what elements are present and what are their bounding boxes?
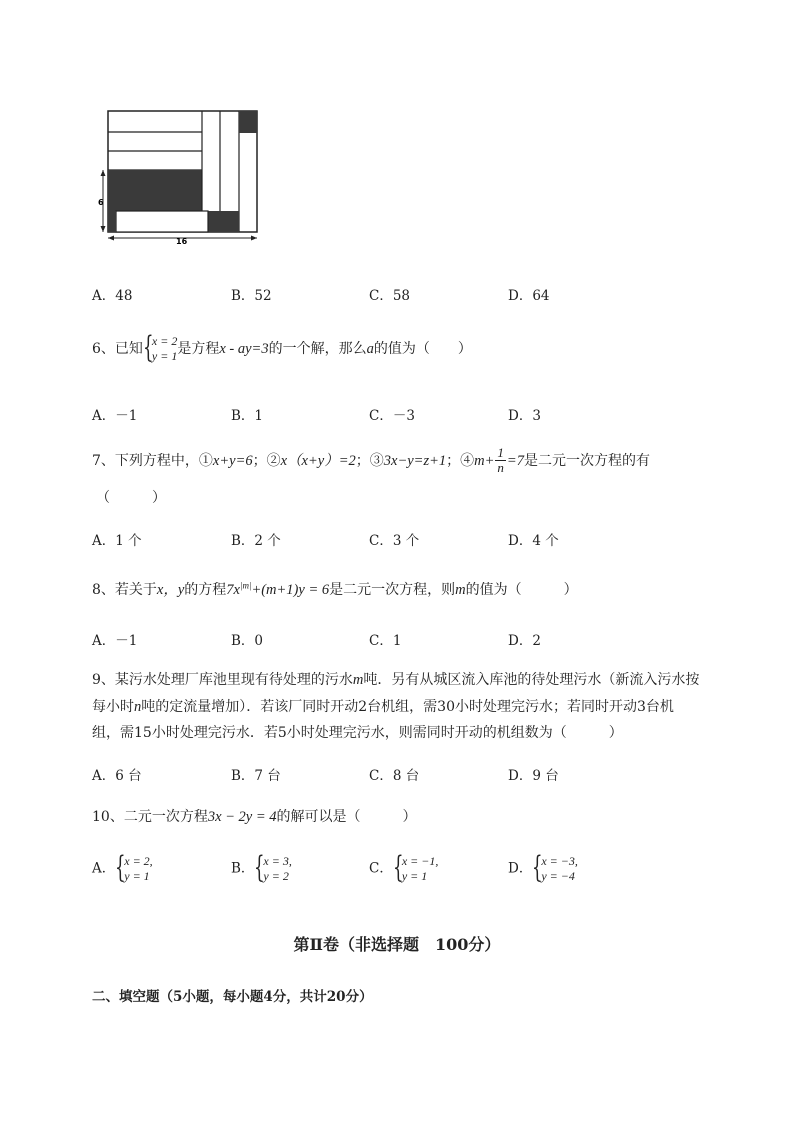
q7-fraction: $\frac{1}{n}$ (497, 445, 504, 476)
q8-stem: 8、若关于x，y的方程$7x^{|m|}+(m+1)y = 6$是二元一次方程，则m的值为（ ） (92, 580, 578, 598)
q10-option-b: B． { x = 3, y = 2 (231, 850, 292, 885)
q7-option-d: D．4 个 (508, 533, 559, 549)
q5-option-a: A．48 (92, 288, 133, 304)
q9-option-b: B．7 台 (231, 768, 281, 784)
figure-height-label: 6 (98, 198, 104, 207)
q7-option-b: B．2 个 (231, 533, 281, 549)
q8-option-d: D．2 (508, 633, 541, 649)
q8-option-c: C．1 (369, 633, 402, 649)
q10-option-c: C． { x = −1, y = 1 (369, 850, 439, 885)
q6-system: { x = 2 y = 1 (142, 330, 178, 365)
q10-stem: 10、二元一次方程3x − 2y = 4的解可以是（ ） (92, 809, 417, 825)
q9-stem-line3: 组，需15小时处理完污水．若5小时处理完污水，则需同时开动的机组数为（ ） (92, 725, 623, 741)
rectangle-puzzle-figure (96, 108, 266, 248)
q5-option-b: B．52 (231, 288, 272, 304)
q10-option-d: D． { x = −3, y = −4 (508, 850, 578, 885)
q6-option-a: A．－1 (92, 408, 138, 424)
q7-stem-line1: 7、下列方程中，①x+y=6；②x（x+y）=2；③3x−y=z+1；④m+ $\frac{1}{n}$ =7是二元一次方程的有 (92, 445, 650, 476)
q10-option-a: A． { x = 2, y = 1 (92, 850, 153, 885)
q8-option-a: A．－1 (92, 633, 138, 649)
section2-heading: 二、填空题（5小题，每小题4分，共计20分） (92, 989, 373, 1005)
q7-option-a: A．1 个 (92, 533, 142, 549)
q9-stem-line2: 每小时n吨的定流量增加）．若该厂同时开动2台机组，需30小时处理完污水；若同时开动3台机 (92, 699, 674, 715)
q7-stem-line2: （ ） (96, 490, 166, 506)
q5-option-d: D．64 (508, 288, 550, 304)
q9-option-d: D．9 台 (508, 768, 559, 784)
q7-option-c: C．3 个 (369, 533, 420, 549)
q9-option-a: A．6 台 (92, 768, 142, 784)
q8-option-b: B．0 (231, 633, 264, 649)
q6-stem: 6、已知 { x = 2 y = 1 是方程x - ay=3的一个解，那么a的值为（ ） (92, 330, 472, 365)
q5-option-c: C．58 (369, 288, 411, 304)
q9-option-c: C．8 台 (369, 768, 420, 784)
q6-option-c: C．－3 (369, 408, 415, 424)
q6-option-b: B．1 (231, 408, 264, 424)
figure-width-label: 16 (176, 237, 188, 246)
q9-stem-line1: 9、某污水处理厂库池里现有待处理的污水m吨．另有从城区流入库池的待处理污水（新流入污水按 (92, 672, 700, 688)
part2-heading: 第Ⅱ卷（非选择题 100分） (293, 935, 501, 954)
q6-option-d: D．3 (508, 408, 541, 424)
